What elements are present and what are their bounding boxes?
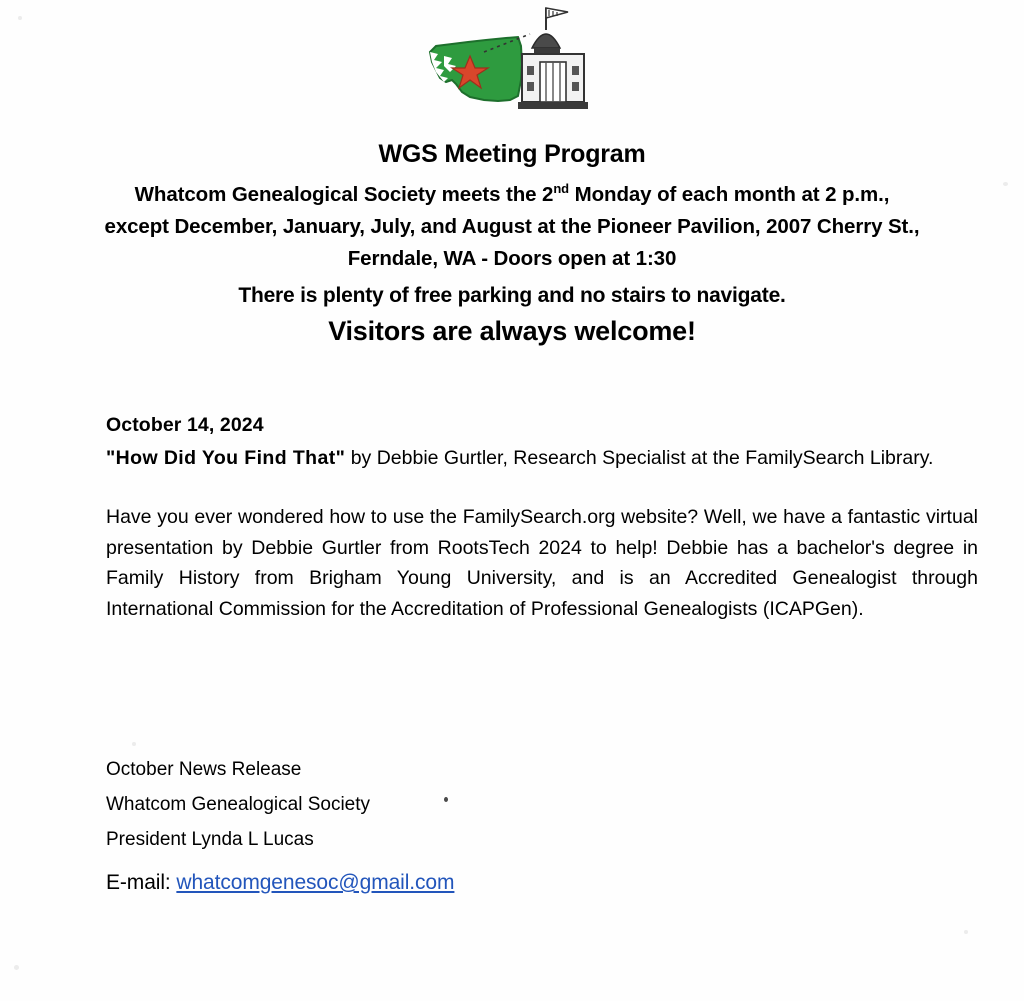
visitors-welcome: Visitors are always welcome! <box>328 316 696 346</box>
organization-name: Whatcom Genealogical Society <box>106 794 371 815</box>
page-title: WGS Meeting Program <box>378 140 646 168</box>
washington-capitol-icon <box>422 4 602 130</box>
scan-speck <box>132 742 136 746</box>
talk-speaker: by Debbie Gurtler, Research Specialist at the FamilySearch Library. <box>345 447 934 469</box>
email-label: E-mail: <box>106 871 177 894</box>
email-line <box>106 871 978 895</box>
schedule-text-b: Monday of each month at 2 p.m., <box>569 183 890 206</box>
parking-lead-letter: T <box>238 284 251 307</box>
meeting-schedule-line-1 <box>60 179 964 211</box>
wgs-logo <box>0 4 1024 130</box>
parking-note-text: here is plenty of free parking and no stairs to navigate. <box>250 284 786 307</box>
capitol-building <box>518 8 588 109</box>
program-body <box>106 414 978 624</box>
talk-description <box>106 443 978 473</box>
schedule-text-a: Whatcom Genealogical Society meets the 2 <box>134 183 554 206</box>
program-header <box>60 140 964 347</box>
meeting-schedule-line-3: Ferndale, WA - Doors open at 1:30 <box>347 247 677 270</box>
scan-speck <box>1003 182 1008 186</box>
scan-speck <box>14 965 19 970</box>
scan-speck <box>964 930 968 934</box>
meeting-date: October 14, 2024 <box>106 414 264 436</box>
talk-title: "How Did You Find That" <box>106 447 346 469</box>
news-release-label: October News Release <box>106 759 302 780</box>
program-footer <box>106 752 978 895</box>
email-link[interactable]: whatcomgenesoc@gmail.com <box>176 871 455 894</box>
ordinal-suffix: nd <box>553 181 570 197</box>
meeting-schedule-line-2: except December, January, July, and August at the Pioneer Pavilion, 2007 Cherry St., <box>104 215 920 238</box>
body-paragraph: Have you ever wondered how to use the FamilySearch.org website? Well, we have a fantastic virtual presentation by Debbie Gurtler from RootsTech 2024 to help! Debbie has a bachelor's degree in Family History from Brigham Young University, and is an Accredited Genealogist through International Commission for the Accreditation of Professional Genealogists (ICAPGen). <box>106 506 978 620</box>
parking-note <box>60 284 964 308</box>
president-name: President Lynda L Lucas <box>106 829 314 850</box>
